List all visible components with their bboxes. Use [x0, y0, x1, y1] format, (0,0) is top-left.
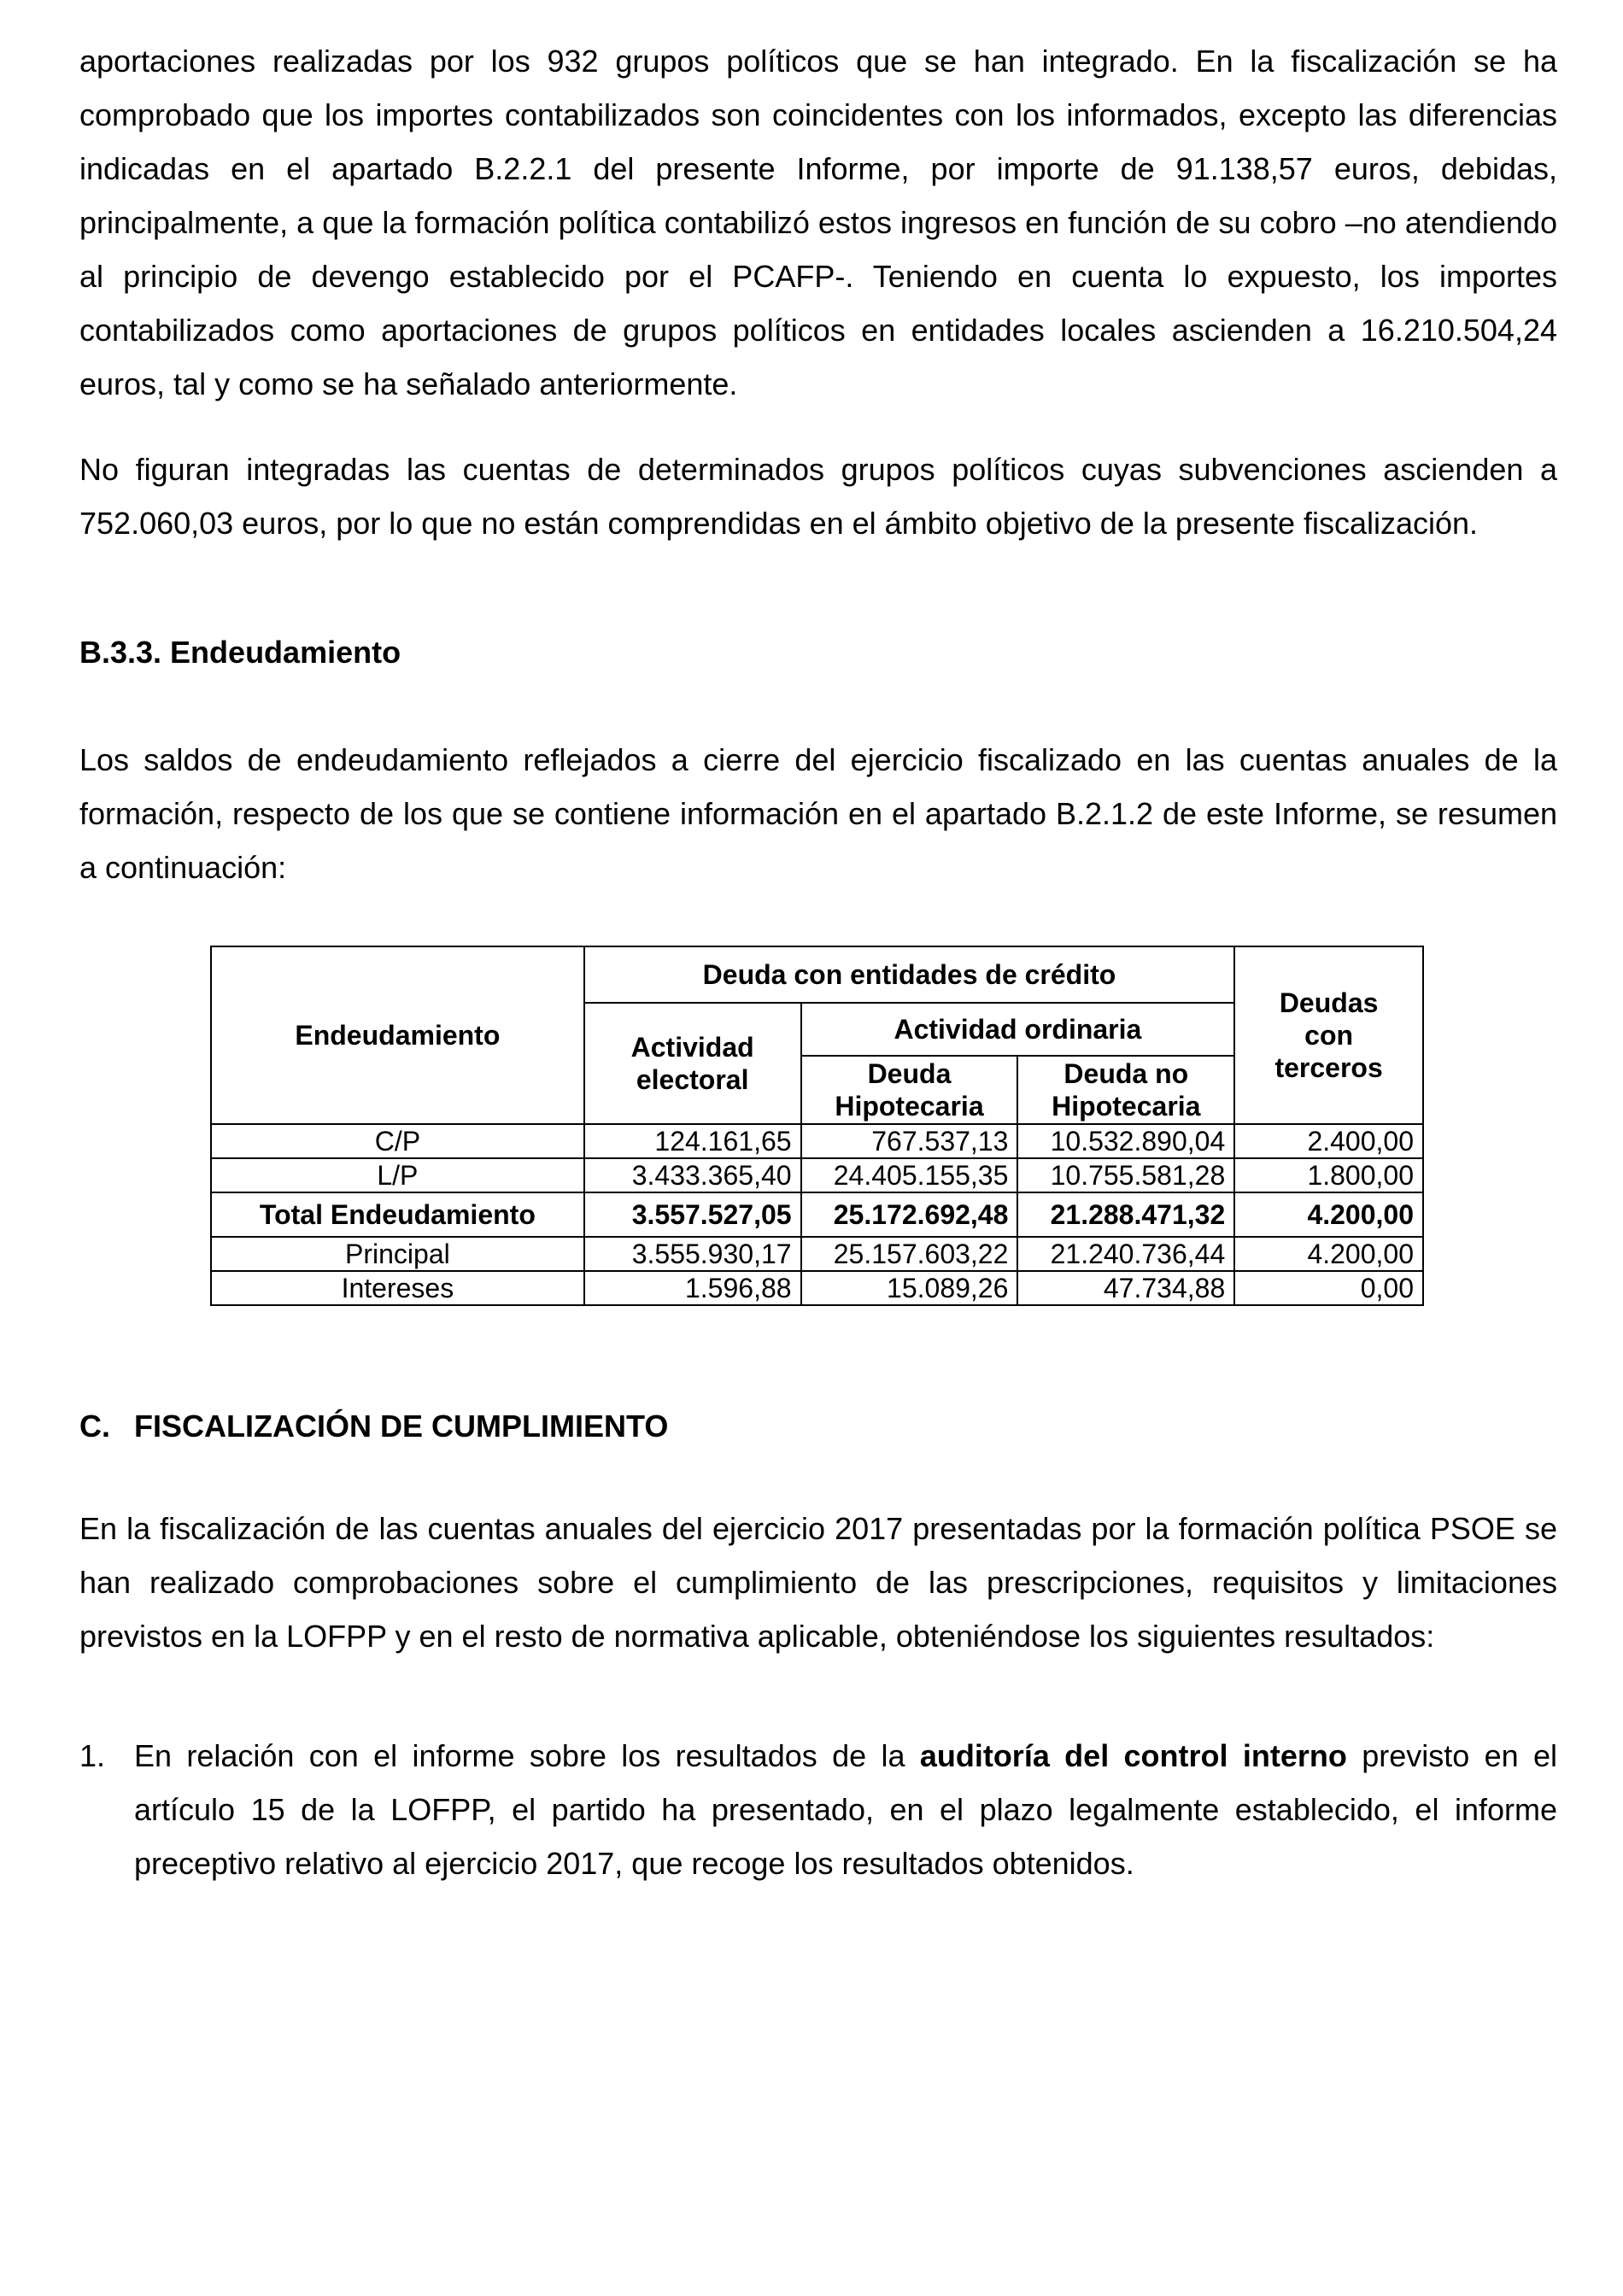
cell-electoral: 1.596,88 — [584, 1271, 801, 1305]
table-row-intereses — [211, 1271, 1423, 1305]
row-label: Intereses — [211, 1271, 584, 1305]
list-item-1 — [79, 1729, 1557, 1890]
header-actividad-ordinaria: Actividad ordinaria — [801, 1003, 1235, 1056]
table-row-lp — [211, 1158, 1423, 1192]
cell-terceros: 0,00 — [1234, 1271, 1423, 1305]
row-label: Principal — [211, 1237, 584, 1271]
row-label: L/P — [211, 1158, 584, 1192]
cell-electoral: 3.557.527,05 — [584, 1192, 801, 1237]
header-deuda-no-hipotecaria: Deuda no Hipotecaria — [1017, 1056, 1234, 1124]
list-item-1-text-post: previsto en el artículo 15 de la LOFPP, el partido ha presentado, en el plazo legalmente establecido, el informe preceptivo relativo al ejercicio 2017, que recoge los resultados obtenidos. — [134, 1738, 1557, 1881]
header-actividad-electoral: Actividad electoral — [584, 1003, 801, 1124]
paragraph-fiscalizacion: En la fiscalización de las cuentas anuales del ejercicio 2017 presentadas por la formación política PSOE se han realizado comprobaciones sobre el cumplimiento de las prescripciones, requisitos y limitaciones previstos en la LOFPP y en el resto de normativa aplicable, obteniéndose los siguientes resultados: — [79, 1511, 1557, 1654]
list-item-1-marker: 1. — [79, 1738, 106, 1773]
list-item-1-text-bold: auditoría del control interno — [919, 1738, 1347, 1773]
section-heading-b33: B.3.3. Endeudamiento — [79, 635, 401, 670]
cell-terceros: 4.200,00 — [1234, 1192, 1423, 1237]
paragraph-no-figuran: No figuran integradas las cuentas de determinados grupos políticos cuyas subvenciones ascienden a 752.060,03 euros, por lo que no están comprendidas en el ámbito objetivo de la presente fiscalización. — [79, 452, 1557, 541]
cell-hipotecaria: 767.537,13 — [801, 1124, 1018, 1158]
section-heading-c-number: C. — [79, 1409, 110, 1444]
cell-electoral: 3.555.930,17 — [584, 1237, 801, 1271]
row-label: C/P — [211, 1124, 584, 1158]
cell-no-hipotecaria: 21.240.736,44 — [1017, 1237, 1234, 1271]
header-deudas-terceros: Deudas con terceros — [1234, 946, 1423, 1124]
paragraph-aportaciones: aportaciones realizadas por los 932 grupos políticos que se han integrado. En la fiscalización se ha comprobado que los importes contabilizados son coincidentes con los informados, excepto las diferencias indicadas en el apartado B.2.2.1 del presente Informe, por importe de 91.138,57 euros, debidas, principalmente, a que la formación política contabilizó estos ingresos en función de su cobro –no atendiendo al principio de devengo establecido por el PCAFP-. Teniendo en cuenta lo expuesto, los importes contabilizados como aportaciones de grupos políticos en entidades locales ascienden a 16.210.504,24 euros, tal y como se ha señalado anteriormente. — [79, 44, 1557, 401]
cell-no-hipotecaria: 10.755.581,28 — [1017, 1158, 1234, 1192]
row-label: Total Endeudamiento — [211, 1192, 584, 1237]
cell-hipotecaria: 15.089,26 — [801, 1271, 1018, 1305]
cell-no-hipotecaria: 21.288.471,32 — [1017, 1192, 1234, 1237]
header-deuda-hipotecaria: Deuda Hipotecaria — [801, 1056, 1018, 1124]
cell-electoral: 3.433.365,40 — [584, 1158, 801, 1192]
cell-hipotecaria: 25.157.603,22 — [801, 1237, 1018, 1271]
header-endeudamiento: Endeudamiento — [211, 946, 584, 1124]
cell-terceros: 4.200,00 — [1234, 1237, 1423, 1271]
section-heading-c-title: FISCALIZACIÓN DE CUMPLIMIENTO — [134, 1409, 669, 1444]
cell-no-hipotecaria: 47.734,88 — [1017, 1271, 1234, 1305]
cell-hipotecaria: 25.172.692,48 — [801, 1192, 1018, 1237]
cell-electoral: 124.161,65 — [584, 1124, 801, 1158]
cell-hipotecaria: 24.405.155,35 — [801, 1158, 1018, 1192]
cell-terceros: 2.400,00 — [1234, 1124, 1423, 1158]
table-row-cp — [211, 1124, 1423, 1158]
table-row-total — [211, 1192, 1423, 1237]
table-row-principal — [211, 1237, 1423, 1271]
cell-terceros: 1.800,00 — [1234, 1158, 1423, 1192]
header-deuda-entidades: Deuda con entidades de crédito — [584, 946, 1234, 1003]
list-item-1-text-pre: En relación con el informe sobre los resultados de la — [134, 1738, 920, 1773]
section-heading-c — [79, 1408, 668, 1445]
endeudamiento-table — [210, 946, 1424, 1306]
cell-no-hipotecaria: 10.532.890,04 — [1017, 1124, 1234, 1158]
paragraph-saldos: Los saldos de endeudamiento reflejados a cierre del ejercicio fiscalizado en las cuentas anuales de la formación, respecto de los que se contiene información en el apartado B.2.1.2 de este Informe, se resumen a continuación: — [79, 742, 1557, 885]
